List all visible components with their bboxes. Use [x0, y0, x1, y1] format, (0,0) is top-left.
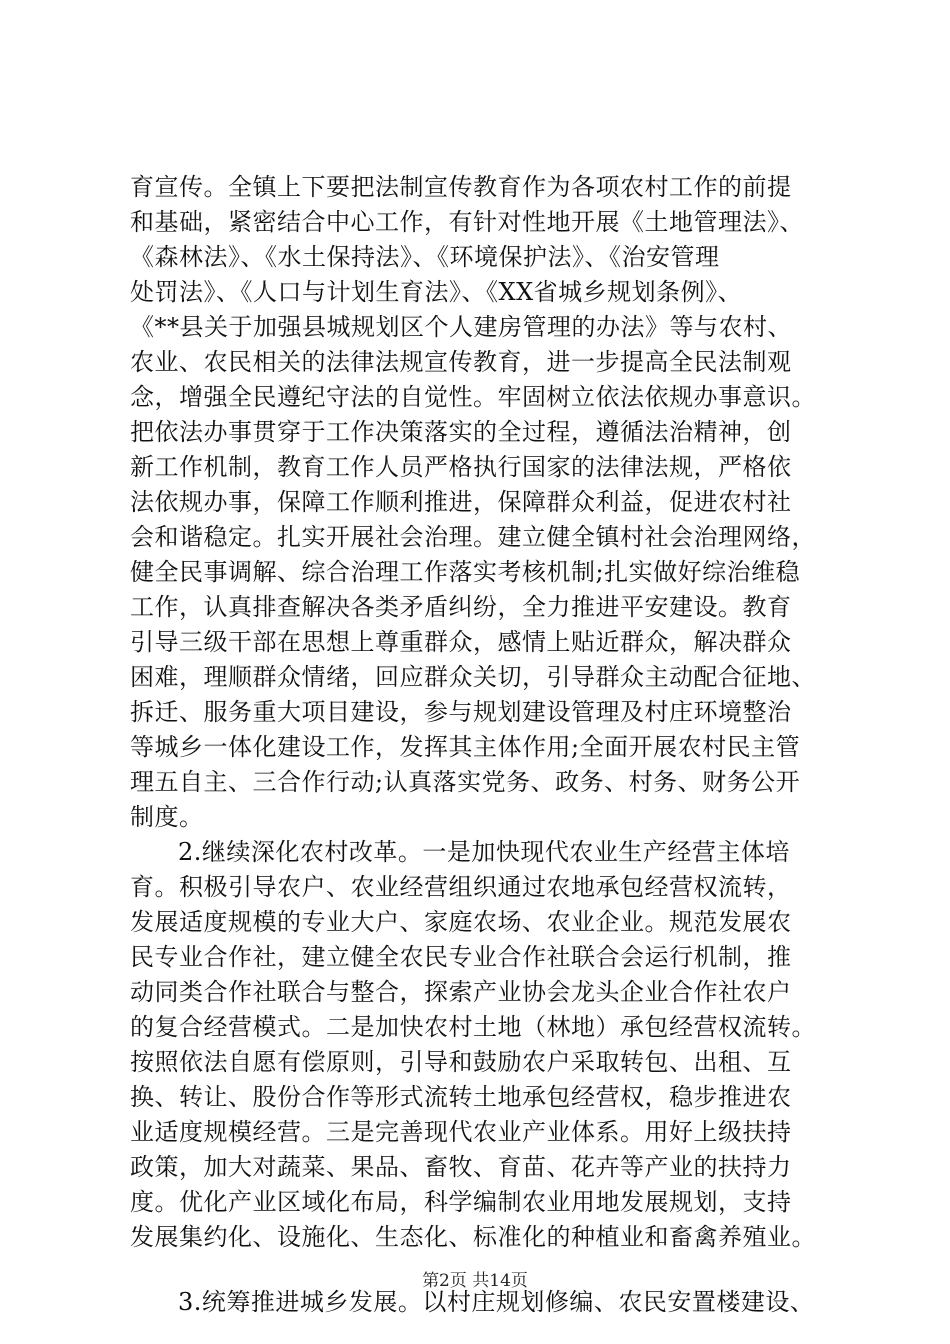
text-line: 工作，认真排查解决各类矛盾纠纷，全力推进平安建设。教育: [130, 593, 792, 621]
text-line: 民专业合作社，建立健全农民专业合作社联合会运行机制，推: [130, 943, 792, 971]
text-line: 念，增强全民遵纪守法的自觉性。牢固树立依法依规办事意识。: [130, 383, 816, 411]
text-line: 农业、农民相关的法律法规宣传教育，进一步提高全民法制观: [130, 348, 792, 376]
text-line: 引导三级干部在思想上尊重群众，感情上贴近群众，解决群众: [130, 628, 792, 656]
text-line: 困难，理顺群众情绪，回应群众关切，引导群众主动配合征地、: [130, 663, 816, 691]
text-line: 健全民事调解、综合治理工作落实考核机制;扎实做好综治维稳: [130, 558, 801, 586]
text-line: 发展集约化、设施化、生态化、标准化的种植业和畜禽养殖业。: [130, 1223, 816, 1251]
text-line: 政策，加大对蔬菜、果品、畜牧、育苗、花卉等产业的扶持力: [130, 1153, 792, 1181]
text-line: 制度。: [130, 803, 204, 831]
text-line: 等城乡一体化建设工作，发挥其主体作用;全面开展农村民主管: [130, 733, 801, 761]
text-line: 法依规办事，保障工作顺利推进，保障群众利益，促进农村社: [130, 488, 792, 516]
paragraph-2-first-line: 2.继续深化农村改革。一是加快现代农业生产经营主体培: [178, 838, 790, 866]
text-line: 育。积极引导农户、农业经营组织通过农地承包经营权流转，: [130, 873, 792, 901]
text-line: 发展适度规模的专业大户、家庭农场、农业企业。规范发展农: [130, 908, 792, 936]
page-footer: 第2页 共14页: [422, 1271, 528, 1291]
text-line: 育宣传。全镇上下要把法制宣传教育作为各项农村工作的前提: [130, 173, 792, 201]
text-line: 的复合经营模式。二是加快农村土地（林地）承包经营权流转。: [130, 1013, 816, 1041]
text-line: 处罚法》、《人口与计划生育法》、《XX省城乡规划条例》、: [130, 278, 743, 306]
text-line: 会和谐稳定。扎实开展社会治理。建立健全镇村社会治理网络，: [130, 523, 816, 551]
text-line: 按照依法自愿有偿原则，引导和鼓励农户采取转包、出租、互: [130, 1048, 792, 1076]
document-body: [130, 170, 850, 1320]
text-line: 新工作机制，教育工作人员严格执行国家的法律法规，严格依: [130, 453, 792, 481]
text-line: 理五自主、三合作行动;认真落实党务、政务、村务、财务公开: [130, 768, 801, 796]
text-line: 《**县关于加强县城规划区个人建房管理的办法》等与农村、: [130, 313, 792, 341]
paragraph-3-first-line: 3.统筹推进城乡发展。以村庄规划修编、农民安置楼建设、: [178, 1288, 815, 1316]
text-line: 把依法办事贯穿于工作决策落实的全过程，遵循法治精神，创: [130, 418, 792, 446]
text-line: 拆迁、服务重大项目建设，参与规划建设管理及村庄环境整治: [130, 698, 792, 726]
text-line: 和基础，紧密结合中心工作，有针对性地开展《土地管理法》、: [130, 208, 804, 236]
text-line: 换、转让、股份合作等形式流转土地承包经营权，稳步推进农: [130, 1083, 792, 1111]
text-line: 业适度规模经营。三是完善现代农业产业体系。用好上级扶持: [130, 1118, 792, 1146]
text-line: 度。优化产业区域化布局，科学编制农业用地发展规划，支持: [130, 1188, 792, 1216]
text-line: 动同类合作社联合与整合，探索产业协会龙头企业合作社农户: [130, 978, 792, 1006]
text-line: 《森林法》、《水土保持法》、《环境保护法》、《治安管理: [130, 243, 720, 271]
